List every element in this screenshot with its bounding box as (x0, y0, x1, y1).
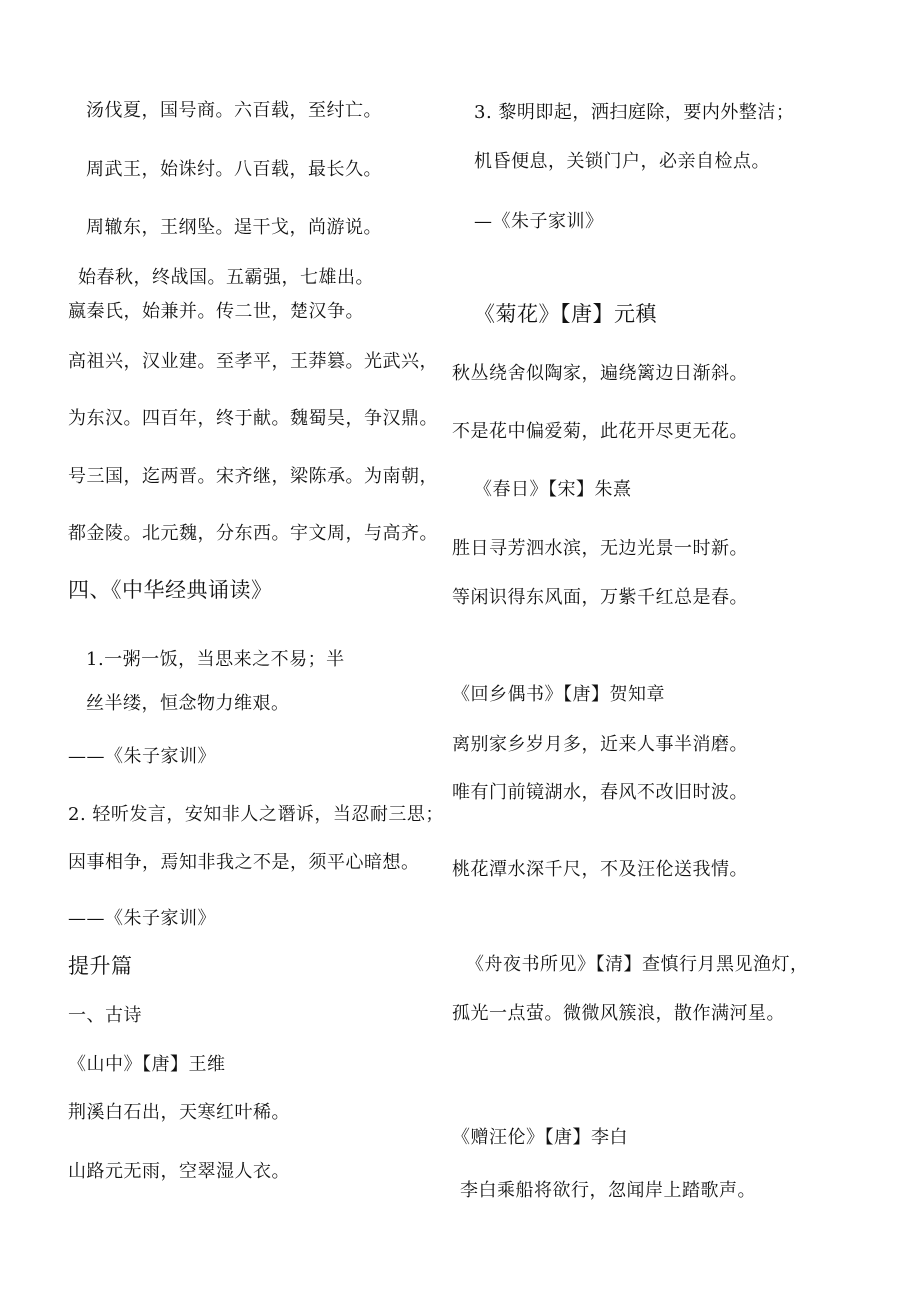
text-line: 机昏便息，关锁门户，必亲自检点。 (474, 151, 770, 172)
poem-line: 唯有门前镜湖水，春风不改旧时波。 (452, 782, 748, 803)
poem-line: 李白乘船将欲行，忽闻岸上踏歌声。 (460, 1180, 756, 1201)
poem-line: 胜日寻芳泗水滨，无边光景一时新。 (452, 538, 748, 559)
poem-title: 《春日》【宋】朱熹 (474, 479, 632, 500)
section-heading: 四、《中华经典诵读》 (68, 578, 273, 602)
text-line: 汤伐夏，国号商。六百载，至纣亡。 (86, 100, 382, 121)
text-line: 周武王，始诛纣。八百载，最长久。 (86, 159, 382, 180)
attribution: ——《朱子家训》 (68, 746, 216, 767)
poem-title: 《赠汪伦》【唐】李白 (452, 1127, 628, 1148)
text-line: 号三国，迄两晋。宋齐继，梁陈承。为南朝， (68, 466, 438, 487)
poem-line: 离别家乡岁月多，近来人事半消磨。 (452, 734, 748, 755)
text-line: 始春秋，终战国。五霸强，七雄出。 (78, 267, 374, 288)
text-line: 高祖兴，汉业建。至孝平，王莽篡。光武兴， (68, 351, 438, 372)
poem-line: 山路元无雨，空翠湿人衣。 (68, 1161, 290, 1182)
poem-title: 《回乡偶书》【唐】贺知章 (452, 684, 665, 705)
poem-line: 孤光一点萤。微微风簇浪，散作满河星。 (452, 1003, 785, 1024)
poem-line: 秋丛绕舍似陶家，遍绕篱边日渐斜。 (452, 363, 748, 384)
text-line: 1.一粥一饭，当思来之不易；半 (86, 649, 345, 670)
poem-line: 荆溪白石出，天寒红叶稀。 (68, 1102, 290, 1123)
poem-line: 等闲识得东风面，万紫千红总是春。 (452, 587, 748, 608)
poem-title: 《山中》【唐】王维 (68, 1054, 226, 1075)
poem-title: 《菊花》【唐】元稹 (474, 302, 657, 326)
text-line: 因事相争，焉知非我之不是，须平心暗想。 (68, 852, 420, 873)
subsection-heading: 一、古诗 (68, 1005, 142, 1026)
attribution: —《朱子家训》 (474, 211, 604, 232)
text-line: 为东汉。四百年，终于献。魏蜀吴，争汉鼎。 (68, 408, 438, 429)
attribution: ——《朱子家训》 (68, 908, 216, 929)
text-line: 丝半缕，恒念物力维艰。 (86, 693, 290, 714)
section-heading: 提升篇 (68, 954, 133, 978)
text-line: 3. 黎明即起，洒扫庭除，要内外整洁； (474, 102, 795, 123)
poem-title: 《舟夜书所见》【清】查慎行月黑见渔灯， (466, 954, 809, 975)
poem-line: 桃花潭水深千尺，不及汪伦送我情。 (452, 859, 748, 880)
text-line: 都金陵。北元魏，分东西。宇文周，与高齐。 (68, 523, 438, 544)
text-line: 2. 轻听发言，安知非人之谮诉，当忍耐三思； (68, 804, 444, 825)
poem-line: 不是花中偏爱菊，此花开尽更无花。 (452, 421, 748, 442)
text-line: 周辙东，王纲坠。逞干戈，尚游说。 (86, 217, 382, 238)
text-line: 嬴秦氏，始兼并。传二世，楚汉争。 (68, 301, 364, 322)
